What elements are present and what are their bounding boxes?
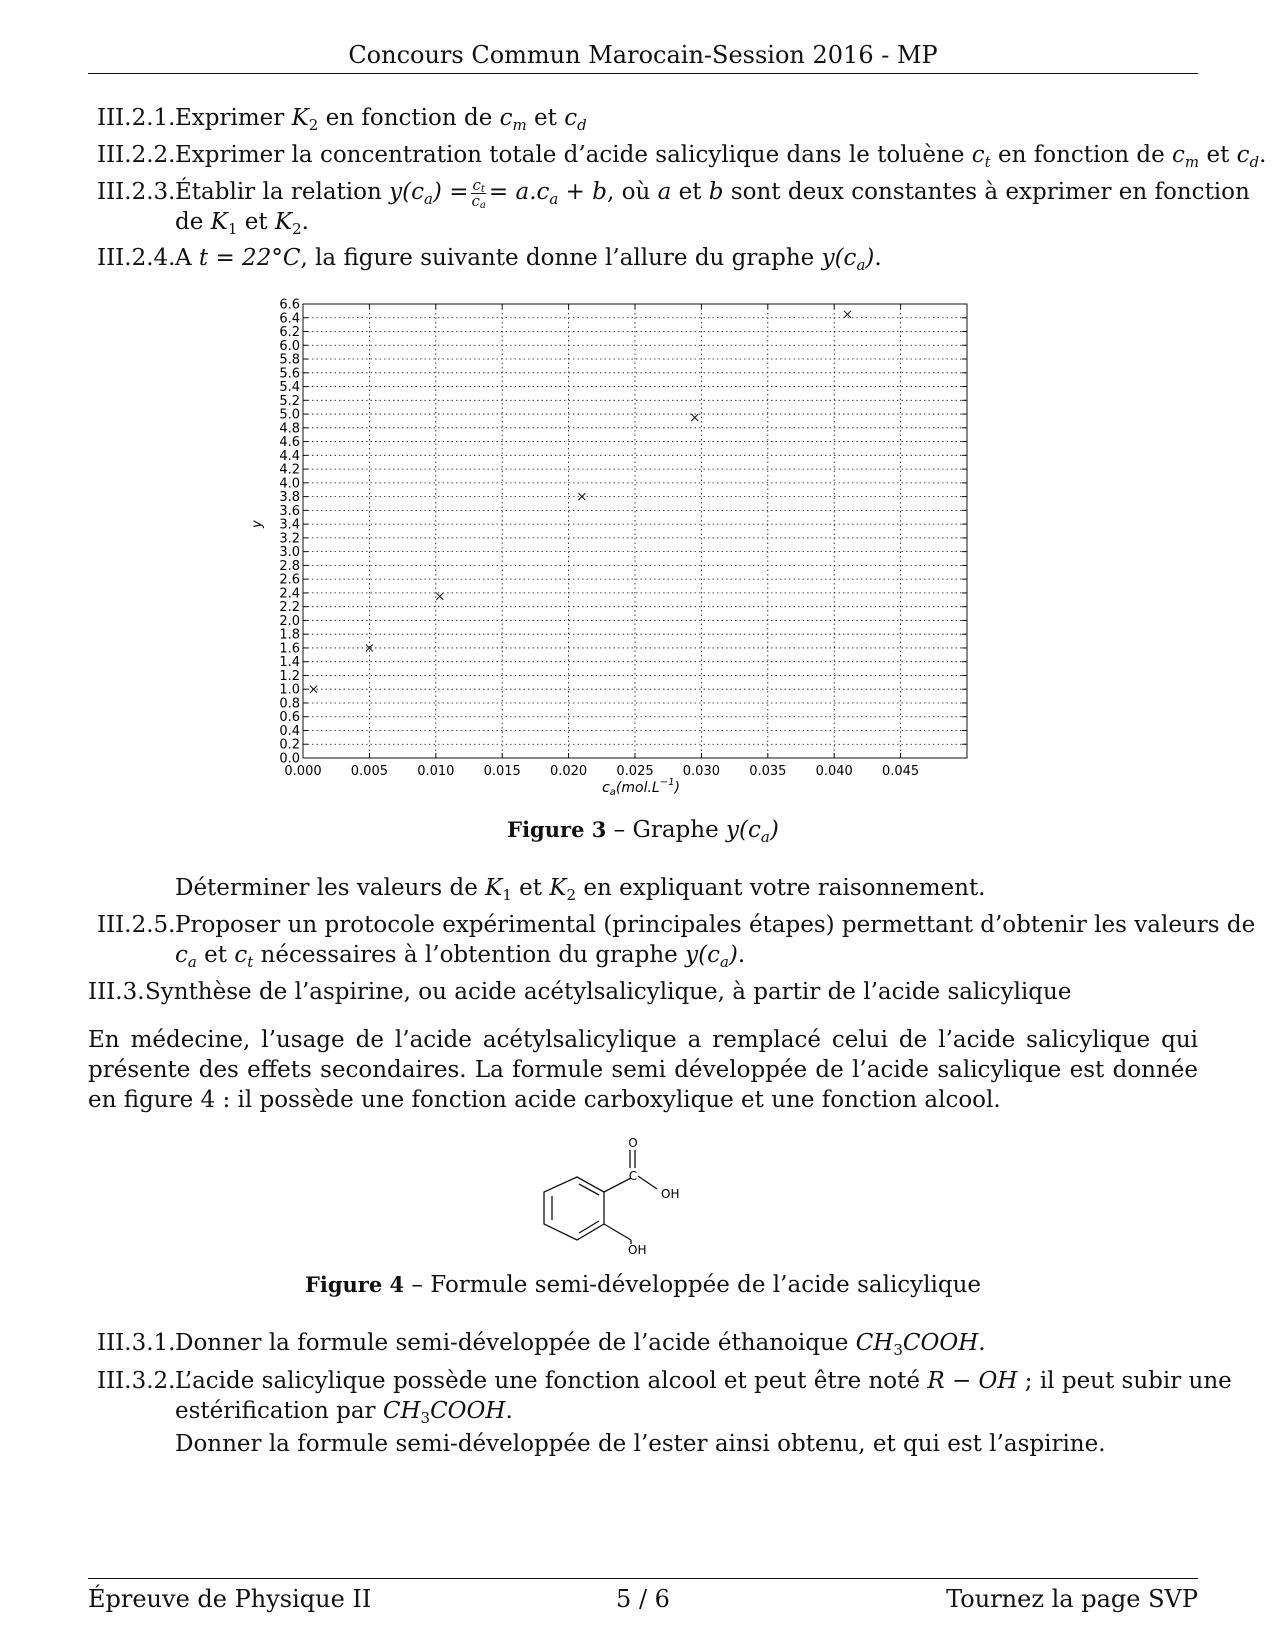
footer-page-number: 5 / 6 bbox=[616, 1585, 670, 1613]
data-point bbox=[691, 414, 698, 421]
question-text: Exprimer la concentration totale d’acide salicylique dans le toluène $c_t$ en fonction de $c_m$ et $c_d$. bbox=[175, 142, 1267, 171]
data-point bbox=[310, 686, 317, 693]
chart-y-axis-label: y bbox=[250, 520, 265, 528]
y-tick-label: 3.4 bbox=[279, 517, 300, 533]
y-tick-label: 4.4 bbox=[279, 448, 300, 464]
x-tick-label: 0.030 bbox=[682, 764, 721, 779]
y-tick-label: 3.8 bbox=[279, 490, 300, 506]
y-tick-label: 2.2 bbox=[279, 600, 300, 616]
question-number: III.3.2. bbox=[97, 1368, 176, 1394]
question-text: Proposer un protocole expérimental (principales étapes) permettant d’obtenir les valeurs de bbox=[175, 912, 1256, 938]
y-tick-label: 1.8 bbox=[279, 627, 300, 643]
y-tick-label: 4.6 bbox=[279, 435, 300, 451]
y-tick-label: 5.0 bbox=[279, 407, 300, 423]
question-III-2-5 bbox=[97, 910, 1256, 972]
y-tick-label: 5.2 bbox=[279, 393, 300, 409]
figure-3-chart bbox=[250, 297, 1015, 810]
y-tick-label: 6.0 bbox=[279, 338, 300, 354]
fraction: $\frac{c_t}{c_a}$ bbox=[471, 175, 486, 211]
y-tick-label: 6.6 bbox=[279, 297, 300, 313]
y-tick-label: 4.8 bbox=[279, 421, 300, 437]
y-tick-label: 0.0 bbox=[279, 751, 300, 767]
y-tick-label: 5.4 bbox=[279, 380, 300, 396]
x-tick-label: 0.025 bbox=[616, 764, 654, 779]
x-tick-label: 0.005 bbox=[350, 764, 389, 779]
question-III-2-4-followup: Déterminer les valeurs de $K_1$ et $K_2$ en expliquant votre raisonnement. bbox=[175, 875, 986, 904]
y-tick-label: 2.6 bbox=[279, 572, 300, 588]
figure-3-caption: Figure 3 – Graphe $y(c_a)$ bbox=[507, 817, 779, 846]
figure-4-caption: Figure 4 – Formule semi-développée de l’acide salicylique bbox=[304, 1272, 982, 1298]
data-point bbox=[436, 593, 443, 600]
y-tick-label: 1.4 bbox=[279, 655, 300, 671]
x-tick-label: 0.015 bbox=[483, 764, 521, 779]
y-tick-label: 4.0 bbox=[279, 476, 300, 492]
footer-rule bbox=[88, 1578, 1198, 1579]
footer-turn-page: Tournez la page SVP bbox=[946, 1585, 1198, 1613]
section-title: Synthèse de l’aspirine, ou acide acétylsalicylique, à partir de l’acide salicylique bbox=[145, 979, 1072, 1005]
y-tick-label: 6.2 bbox=[279, 325, 300, 341]
atom-oxygen: O bbox=[628, 1136, 638, 1150]
atom-oh-phenol: OH bbox=[628, 1243, 647, 1257]
chart-points bbox=[310, 311, 851, 693]
page-footer bbox=[88, 1585, 1198, 1617]
data-point bbox=[578, 493, 585, 500]
question-number: III.3.1. bbox=[97, 1330, 176, 1356]
y-tick-label: 2.8 bbox=[279, 558, 300, 574]
page-header: Concours Commun Marocain-Session 2016 - MP bbox=[348, 41, 938, 69]
y-tick-label: 4.2 bbox=[279, 462, 300, 478]
y-tick-label: 0.2 bbox=[279, 737, 300, 753]
figure-4-molecule bbox=[530, 1132, 700, 1262]
y-tick-label: 2.4 bbox=[279, 586, 300, 602]
x-tick-label: 0.040 bbox=[815, 764, 853, 779]
question-text: Exprimer $K_2$ en fonction de $c_m$ et $c_d$ bbox=[175, 105, 587, 134]
y-tick-label: 0.8 bbox=[279, 696, 300, 712]
question-number: III.2.1. bbox=[97, 105, 176, 131]
y-tick-label: 5.8 bbox=[279, 352, 300, 368]
y-tick-label: 1.0 bbox=[279, 682, 300, 698]
footer-exam-name: Épreuve de Physique II bbox=[88, 1585, 372, 1613]
question-text-line3: Donner la formule semi-développée de l’ester ainsi obtenu, et qui est l’aspirine. bbox=[175, 1431, 1106, 1457]
atom-oh-acid: OH bbox=[661, 1187, 680, 1201]
y-tick-label: 6.4 bbox=[279, 311, 300, 327]
y-tick-label: 2.0 bbox=[279, 613, 300, 629]
question-number: III.2.3. bbox=[97, 179, 176, 205]
question-number: III.2.5. bbox=[97, 912, 176, 938]
question-text: A t = 22°C, la figure suivante donne l’allure du graphe $y(c_a)$. bbox=[175, 245, 882, 274]
section-number: III.3. bbox=[88, 979, 145, 1005]
y-tick-label: 5.6 bbox=[279, 366, 300, 382]
data-point bbox=[844, 311, 851, 318]
intro-paragraph: En médecine, l’usage de l’acide acétylsalicylique a remplacé celui de l’acide salicylique qui présente des effets secondaires. La formule semi développée de l’acide salicylique est donnée en figure 4 : il possède une fonction acide carboxylique et une fonction alcool. bbox=[88, 1027, 1198, 1113]
question-text-line2: $c_a$ et $c_t$ nécessaires à l’obtention du graphe $y(c_a)$. bbox=[175, 942, 746, 971]
y-tick-label: 1.6 bbox=[279, 641, 300, 657]
y-tick-label: 1.2 bbox=[279, 668, 300, 684]
question-number: III.2.2. bbox=[97, 142, 176, 168]
y-tick-label: 0.6 bbox=[279, 710, 300, 726]
x-tick-label: 0.035 bbox=[749, 764, 787, 779]
x-tick-label: 0.010 bbox=[417, 764, 455, 779]
x-tick-label: 0.000 bbox=[284, 764, 322, 779]
question-text: Établir la relation $y(c_a)$ = $\frac{c_t}{c_a}$ = $a.c_a + b$, où a et b sont deux constantes à exprimer en fonction bbox=[175, 175, 1250, 211]
y-tick-label: 0.4 bbox=[279, 723, 300, 739]
y-tick-label: 3.2 bbox=[279, 531, 300, 547]
y-tick-label: 3.0 bbox=[279, 545, 300, 561]
question-number: III.2.4. bbox=[97, 245, 176, 271]
benzene-ring bbox=[544, 1150, 657, 1244]
x-tick-label: 0.045 bbox=[881, 764, 920, 779]
y-tick-label: 3.6 bbox=[279, 503, 300, 519]
x-tick-label: 0.020 bbox=[549, 764, 588, 779]
chart-x-axis-label: $c_a(mol.L^{-1})$ bbox=[602, 777, 680, 798]
question-III-3-2 bbox=[97, 1366, 1232, 1462]
question-text: Donner la formule semi-développée de l’acide éthanoique $CH_3COOH$. bbox=[175, 1330, 986, 1359]
chart-grid bbox=[303, 304, 967, 758]
question-III-2-3 bbox=[97, 175, 1250, 241]
question-text-line2: de $K_1$ et $K_2$. bbox=[175, 209, 309, 238]
atom-carbon: C bbox=[628, 1169, 638, 1183]
question-text-line2: estérification par $CH_3COOH$. bbox=[175, 1398, 513, 1427]
question-text: L’acide salicylique possède une fonction alcool et peut être noté R − OH ; il peut subir une bbox=[175, 1368, 1232, 1394]
header-rule bbox=[88, 73, 1198, 74]
